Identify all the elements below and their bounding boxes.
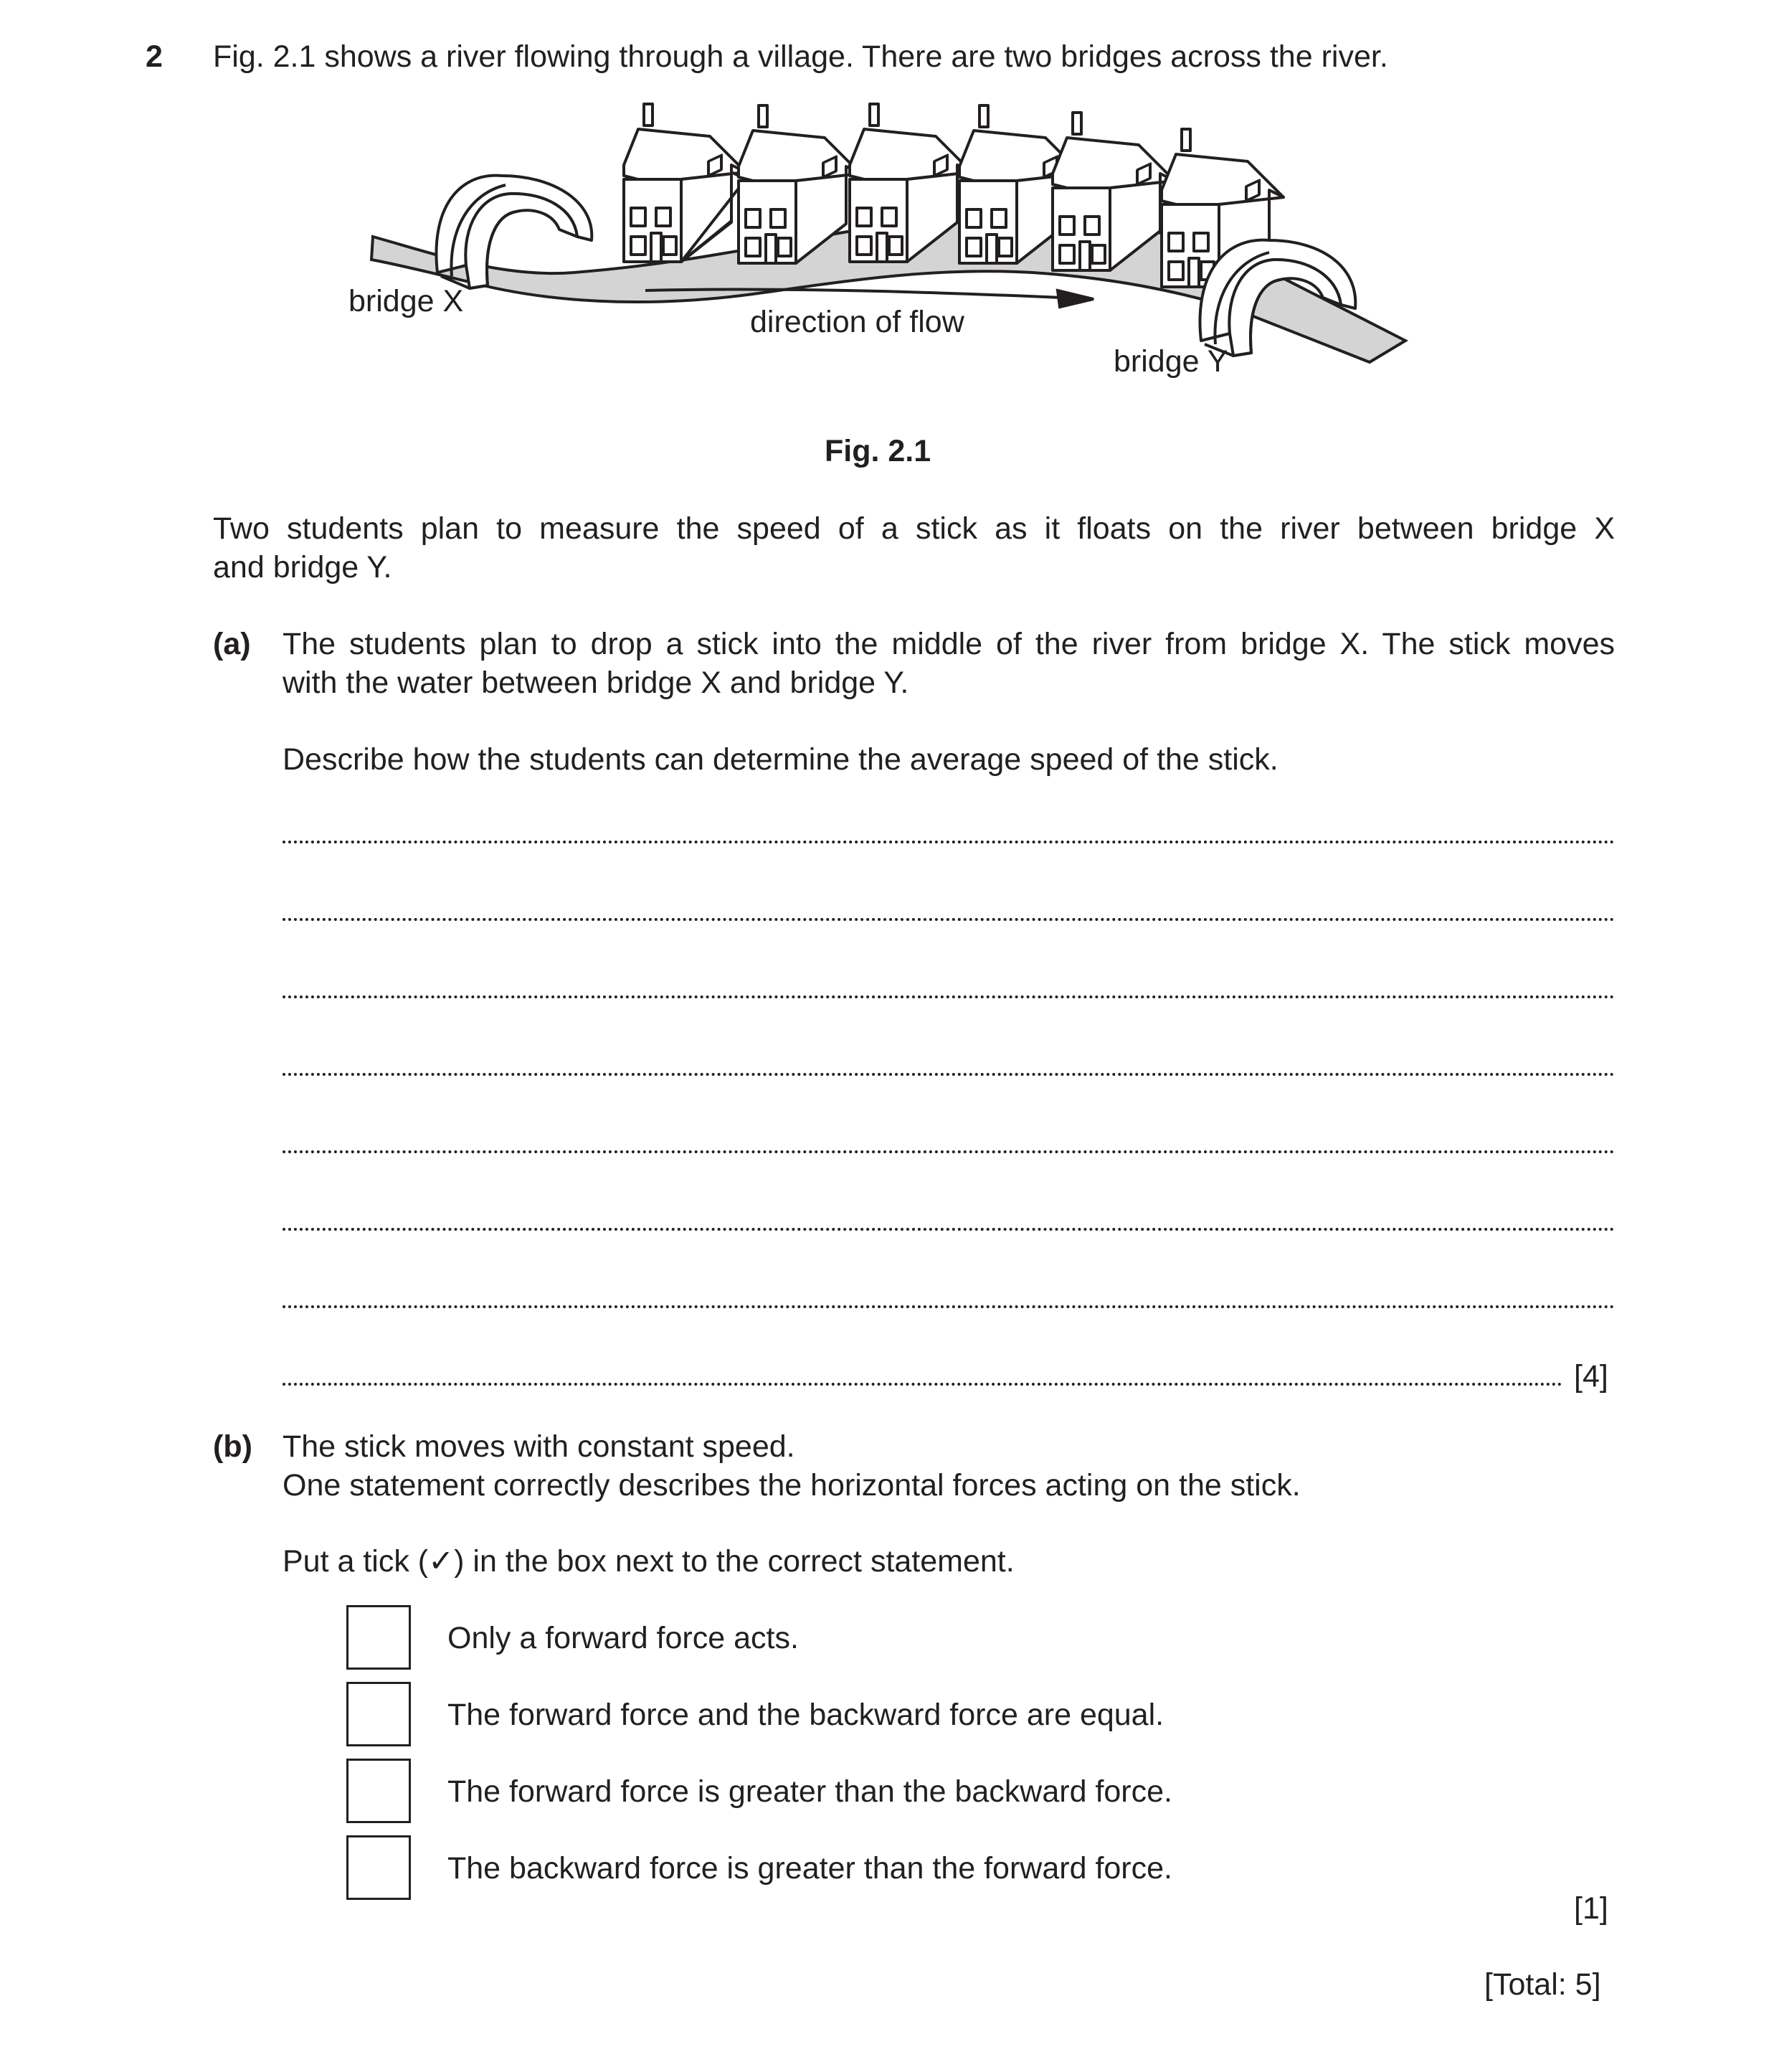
part-b-line-2: One statement correctly describes the horizontal forces acting on the stick. [283, 1468, 1301, 1503]
part-b-label: (b) [213, 1429, 252, 1464]
part-a-label: (a) [213, 627, 251, 661]
option-3-text: The forward force is greater than the backward force. [447, 1774, 1172, 1809]
tick-box-option-1[interactable] [346, 1605, 411, 1670]
answer-line[interactable] [283, 841, 1615, 843]
figure-caption: Fig. 2.1 [825, 434, 931, 468]
option-1-text: Only a forward force acts. [447, 1621, 799, 1655]
label-direction-of-flow: direction of flow [750, 305, 964, 339]
option-2-text: The forward force and the backward force are equal. [447, 1698, 1164, 1732]
tick-box-option-4[interactable] [346, 1835, 411, 1900]
label-bridge-x: bridge X [348, 284, 464, 318]
answer-line[interactable] [283, 918, 1615, 921]
question-number: 2 [146, 39, 163, 74]
answer-line[interactable] [283, 1150, 1615, 1153]
option-4-text: The backward force is greater than the forward force. [447, 1851, 1172, 1886]
answer-line[interactable] [283, 995, 1615, 998]
part-b-instruction: Put a tick (✓) in the box next to the correct statement. [283, 1544, 1015, 1579]
question-intro: Fig. 2.1 shows a river flowing through a village. There are two bridges across the river. [213, 39, 1388, 74]
tick-box-option-3[interactable] [346, 1759, 411, 1823]
context-line-1: Two students plan to measure the speed of a stick as it floats on the river between bridge X [213, 511, 1615, 546]
answer-line[interactable] [283, 1383, 1562, 1386]
answer-line[interactable] [283, 1228, 1615, 1231]
part-a-line-1: The students plan to drop a stick into the middle of the river from bridge X. The stick moves [283, 627, 1615, 661]
total-marks: [Total: 5] [1484, 1967, 1601, 2002]
part-a-marks: [4] [1574, 1359, 1608, 1394]
tick-box-option-2[interactable] [346, 1682, 411, 1746]
label-bridge-y: bridge Y [1114, 344, 1228, 379]
part-a-prompt: Describe how the students can determine the average speed of the stick. [283, 742, 1278, 777]
part-b-line-1: The stick moves with constant speed. [283, 1429, 795, 1464]
answer-line[interactable] [283, 1073, 1615, 1076]
part-a-line-2: with the water between bridge X and bridge Y. [283, 666, 909, 700]
answer-line[interactable] [283, 1305, 1615, 1308]
part-b-marks: [1] [1574, 1891, 1608, 1926]
context-line-2: and bridge Y. [213, 550, 392, 585]
